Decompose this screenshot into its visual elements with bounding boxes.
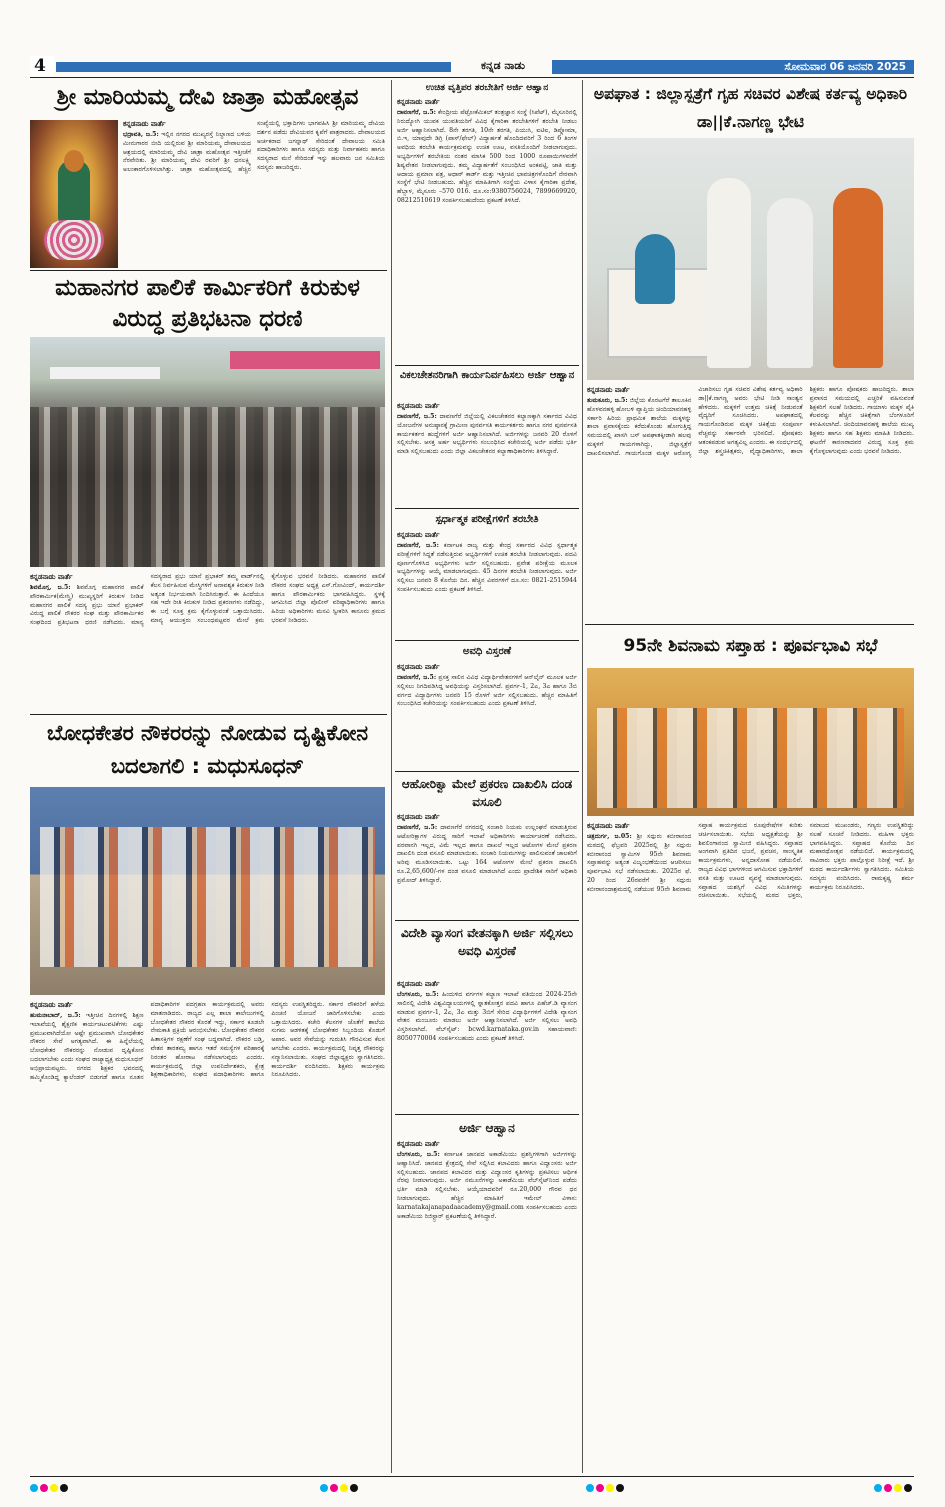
article-accident <box>587 80 914 620</box>
separator <box>395 365 579 366</box>
register-dot <box>904 1484 912 1492</box>
column-divider-2 <box>582 80 583 1473</box>
goddess-photo <box>30 120 118 268</box>
register-dot <box>40 1484 48 1492</box>
byline: ಕನ್ನಡನಾಡು ವಾರ್ತೆ <box>397 980 440 988</box>
register-dot <box>596 1484 604 1492</box>
headline: 95ನೇ ಶಿವನಾಮ ಸಪ್ತಾಹ : ಪೂರ್ವಭಾವಿ ಸಭೆ <box>623 636 878 656</box>
article-extension <box>397 643 577 769</box>
register-dot <box>60 1484 68 1492</box>
header-rule <box>30 77 914 78</box>
dateline: ದಾವಣಗೆರೆ, ಜ.5: <box>397 673 437 681</box>
article-body <box>397 813 577 918</box>
headline: ವಿದೇಶಿ ವ್ಯಾಸಂಗ ವೇತನಕ್ಕಾಗಿ ಅರ್ಜಿ ಸಲ್ಲಿಸಲು ಅವಧಿ ವಿಸ್ತರಣೆ <box>400 926 574 958</box>
dateline: ಬೆಂಗಳೂರು, ಜ.5: <box>397 1150 440 1158</box>
color-registration-marks <box>30 1482 914 1494</box>
page-number: 4 <box>34 56 46 76</box>
separator <box>395 640 579 641</box>
headline: ಮಹಾನಗರ ಪಾಲಿಕೆ ಕಾರ್ಮಿಕರಿಗೆ ಕಿರುಕುಳ ವಿರುದ್ಧ ಪ್ರತಿಭಟನಾ ಧರಣಿ <box>55 275 360 332</box>
page-number-box <box>30 56 54 76</box>
dateline: ಹುಮನಾಬಾದ್, ಜ.5: <box>30 1011 81 1019</box>
headline: ಶ್ರೀ ಮಾರಿಯಮ್ಮ ದೇವಿ ಜಾತ್ರಾ ಮಹೋತ್ಸವ <box>56 85 359 110</box>
register-dot <box>874 1484 882 1492</box>
register-dot <box>30 1484 38 1492</box>
body-text: ಇಲ್ಲಿನ ನಗರದ ಮುಖ್ಯರಸ್ತೆ ನಿಲ್ದಾಣದ ಬಳಿಯ ಮೀನುಗಾರರ ಬೀದಿ ಯಲ್ಲಿರುವ ಶ್ರೀ ಮಾರಿಯಮ್ಮ ದೇವಾಲಯದ ಆಶ್ರಯದಲ್ಲಿ ಮಾರಿಯಮ್ಮ ದೇವಿ ಜಾತ್ರಾ ಮಹೋತ್ಸವ ಇತ್ತೀಚೆಗೆ ನೆರವೇರಿತು. ಶ್ರೀ ಮಾರಿಯಮ್ಮ ದೇವಿ ರವರಿಗೆ ಶ್ರೀ ಧನಲಕ್ಷ್ಮಿ ಅಲಂಕಾರಗೊಳಿಸಲಾಗಿತ್ತು. ಜಾತ್ರಾ ಮಹೋತ್ಸವದಲ್ಲಿ ಹೆಚ್ಚಿನ ಸಂಖ್ಯೆಯಲ್ಲಿ ಭಕ್ತಾದಿಗಳು ಭಾಗವಹಿಸಿ ಶ್ರೀ ಮಾರಿಯಮ್ಮ ದೇವಿಯ ದರ್ಶನ ಪಡೆದು ದೇವಿಯವರ ಕೃಪೆಗೆ ಪಾತ್ರರಾದರು. ದೇವಾಲಯದ ಅರ್ಚಕರಾದ ಜಗನ್ನಾಥ್ ಸೇರಿದಂತೆ ದೇವಾಲಯ ಸಮಿತಿ ಪದಾಧಿಕಾರಿಗಳು ಹಾಗೂ ಸದಸ್ಯರು ಮತ್ತು ನಿರ್ವಾಹಕರು ಹಾಗೂ ಸದಸ್ಯರಾದ ಮನೆ ಸೇರಿದಂತೆ ಇನ್ನು ಹಲವಾರು ಜನ ಸಮಿತಿಯ ಸದಸ್ಯರು ಹಾಜರಿದ್ದರು. <box>123 120 385 174</box>
group-photo <box>30 787 385 995</box>
headline: ಅರ್ಜಿ ಆಹ್ವಾನ <box>459 1121 515 1135</box>
visitor <box>833 188 883 368</box>
byline: ಕನ್ನಡನಾಡು ವಾರ್ತೆ <box>30 573 73 581</box>
article-training <box>397 80 577 363</box>
article-saptaha <box>587 628 914 1473</box>
article-body <box>587 386 914 620</box>
dateline: ದಾವಣಗೆರೆ, ಜ.5: <box>397 823 438 831</box>
flower-garland <box>44 220 104 260</box>
byline: ಕನ್ನಡನಾಡು ವಾರ್ತೆ <box>123 120 166 128</box>
byline: ಕನ್ನಡನಾಡು ವಾರ್ತೆ <box>397 402 440 410</box>
register-dot <box>50 1484 58 1492</box>
body-text: ದಾವಣಗೆರೆ ನಗರದಲ್ಲಿ ಸಂಚಾರಿ ನಿಯಮ ಉಲ್ಲಂಘನೆ ಮಾಡುತ್ತಿರುವ ಆಟೋರಿಕ್ಷಾಗಳ ವಿರುದ್ಧ ಸಾರಿಗೆ ಇಲಾಖೆ ಅಧಿಕಾರಿಗಳು ಕಾರ್ಯಾಚರಣೆ ನಡೆಸಿದರು. ಪರವಾನಗಿ ಇಲ್ಲದ, ವಿಮೆ ಇಲ್ಲದ ಹಾಗೂ ದಾಖಲೆ ಇಲ್ಲದ ಆಟೋಗಳ ಮೇಲೆ ಪ್ರಕರಣ ದಾಖಲಿಸಿ ದಂಡ ವಸೂಲಿ ಮಾಡಲಾಯಿತು. ಸಂಚಾರಿ ನಿಯಮಗಳನ್ನು ಪಾಲಿಸುವಂತೆ ಚಾಲಕರಿಗೆ ಅರಿವು ಮೂಡಿಸಲಾಯಿತು. ಒಟ್ಟು 164 ಆಟೋಗಳ ಮೇಲೆ ಪ್ರಕರಣ ದಾಖಲಿಸಿ ರೂ.2,65,600/-ಗಳ ದಂಡ ವಸೂಲಿ ಮಾಡಲಾಗಿದೆ ಎಂದು ಪ್ರಾದೇಶಿಕ ಸಾರಿಗೆ ಅಧಿಕಾರಿ ಪ್ರಮೋದ್ ತಿಳಿಸಿದ್ದಾರೆ. <box>397 823 577 884</box>
body-text: ದಾವಣಗೆರೆ ಜಿಲ್ಲೆಯಲ್ಲಿ ವಿಕಲಚೇತನರ ಕಲ್ಯಾಣಕ್ಕಾಗಿ ಸರ್ಕಾರದ ವಿವಿಧ ಯೋಜನೆಗಳ ಅನುಷ್ಠಾನಕ್ಕೆ ಗ್ರಾಮೀಣ ಪುನರ್ವಸತಿ ಕಾರ್ಯಕರ್ತರು ಹಾಗೂ ನಗರ ಪುನರ್ವಸತಿ ಕಾರ್ಯಕರ್ತರ ಹುದ್ದೆಗಳಿಗೆ ಅರ್ಜಿ ಆಹ್ವಾನಿಸಲಾಗಿದೆ. ಅರ್ಜಿಗಳನ್ನು ಜನವರಿ 20 ರೊಳಗೆ ಸಲ್ಲಿಸಬೇಕು. ಆಸಕ್ತ ಅರ್ಹ ಅಭ್ಯರ್ಥಿಗಳು ಸಂಬಂಧಿಸಿದ ಕಚೇರಿಯಲ್ಲಿ ಅರ್ಜಿ ಪಡೆದು ಭರ್ತಿ ಮಾಡಿ ಸಲ್ಲಿಸಬಹುದು ಎಂದು ಜಿಲ್ಲಾ ವಿಕಲಚೇತನರ ಕಲ್ಯಾಣಾಧಿಕಾರಿಗಳು ತಿಳಿಸಿದ್ದಾರೆ. <box>397 412 577 456</box>
byline: ಕನ್ನಡನಾಡು ವಾರ್ತೆ <box>587 822 630 830</box>
headline: ಆಹೋರಿಕ್ವಾ ಮೇಲೆ ಪ್ರಕರಣ ದಾಖಲಿಸಿ ದಂಡ ವಸೂಲಿ <box>401 777 573 809</box>
body-text: ಇತ್ತೀಚಿನ ದಿನಗಳಲ್ಲಿ ಶಿಕ್ಷಣ ಇಲಾಖೆಯಲ್ಲಿ ಶೈಕ್ಷಣಿಕ ಕಾರ್ಯಚಟುವಟಿಕೆಗಳು ಎಷ್ಟು ಪ್ರಮುಖವಾಗಿದೆಯೋ ಅಷ್ಟೇ ಪ್ರಮುಖವಾಗಿ ಬೋಧಕೇತರ ನೌಕರರ ಸೇವೆ ಅಗತ್ಯವಾಗಿದೆ. ಈ ಹಿನ್ನೆಲೆಯಲ್ಲಿ ಬೋಧಕೇತರ ನೌಕರರನ್ನು ನೋಡುವ ದೃಷ್ಟಿಕೋನ ಬದಲಾಗಬೇಕು ಎಂದು ಸಂಘದ ರಾಜ್ಯಾಧ್ಯಕ್ಷ ಮಧುಸೂಧನ್ ಅಭಿಪ್ರಾಯಪಟ್ಟರು. ನಗರದ ಶಿಕ್ಷಕರ ಭವನದಲ್ಲಿ ಹಮ್ಮಿಕೊಂಡಿದ್ದ ಕ್ಯಾಲೆಂಡರ್ ಬಿಡುಗಡೆ ಹಾಗೂ ನೂತನ ಪದಾಧಿಕಾರಿಗಳ ಪದಗ್ರಹಣ ಕಾರ್ಯಕ್ರಮದಲ್ಲಿ ಅವರು ಮಾತನಾಡಿದರು. ರಾಜ್ಯದ ಎಲ್ಲ ಶಾಲಾ ಕಾಲೇಜುಗಳಲ್ಲಿ ಬೋಧಕೇತರ ನೌಕರರ ಕೊರತೆ ಇದ್ದು, ಸರ್ಕಾರ ಕೂಡಲೇ ನೇಮಕಾತಿ ಪ್ರಕ್ರಿಯೆ ಆರಂಭಿಸಬೇಕು. ಬೋಧಕೇತರ ನೌಕರರ ಹಿತಾಸಕ್ತಿಗಳ ರಕ್ಷಣೆಗೆ ಸಂಘ ಬದ್ಧವಾಗಿದೆ. ನೌಕರರ ಬಡ್ತಿ, ವೇತನ ತಾರತಮ್ಯ ಹಾಗೂ ಇತರೆ ಸಮಸ್ಯೆಗಳ ಪರಿಹಾರಕ್ಕೆ ನಿರಂತರ ಹೋರಾಟ ನಡೆಸಲಾಗುವುದು ಎಂದರು. ಕಾರ್ಯಕ್ರಮದಲ್ಲಿ ಜಿಲ್ಲಾ ಉಪನಿರ್ದೇಶಕರು, ಕ್ಷೇತ್ರ ಶಿಕ್ಷಣಾಧಿಕಾರಿಗಳು, ಸಂಘದ ಪದಾಧಿಕಾರಿಗಳು ಹಾಗೂ ಸದಸ್ಯರು ಉಪಸ್ಥಿತರಿದ್ದರು. ಸರ್ಕಾರ ನೌಕರರಿಗೆ ಹಳೆಯ ಪಿಂಚಣಿ ಯೋಜನೆ ಜಾರಿಗೊಳಿಸಬೇಕು ಎಂದು ಒತ್ತಾಯಿಸಿದರು. ಕಚೇರಿ ಕೆಲಸಗಳ ಜೊತೆಗೆ ಶಾಲೆಯ ಸುಗಮ ಆಡಳಿತಕ್ಕೆ ಬೋಧಕೇತರ ಸಿಬ್ಬಂದಿಯ ಕೊಡುಗೆ ಅಪಾರ. ಅವರ ಸೇವೆಯನ್ನು ಗುರುತಿಸಿ ಗೌರವಿಸುವ ಕೆಲಸ ಆಗಬೇಕು ಎಂದರು. ಕಾರ್ಯಕ್ರಮದಲ್ಲಿ ನಿವೃತ್ತ ನೌಕರರನ್ನು ಸನ್ಮಾನಿಸಲಾಯಿತು. ಸಂಘದ ಜಿಲ್ಲಾಧ್ಯಕ್ಷರು ಸ್ವಾಗತಿಸಿದರು. ಕಾರ್ಯದರ್ಶಿ ವಂದಿಸಿದರು. ಶಿಕ್ಷಕರು ಕಾರ್ಯಕ್ರಮ ನಿರೂಪಿಸಿದರು. <box>30 1001 385 1081</box>
body-text: ಶ್ರೀ ಸದ್ಗುರು ಕಬೀರಾನಂದ ಮಠದಲ್ಲಿ ಫೆಬ್ರವರಿ 2025ರಲ್ಲಿ ಶ್ರೀ ಸದ್ಗುರು ಕಬೀರಾನಂದ ಸ್ವಾಮಿಗಳ 95ನೇ ಶಿವನಾಮ ಸಪ್ತಾಹವನ್ನು ಅತ್ಯಂತ ವಿಜೃಂಭಣೆಯಿಂದ ಆಚರಿಸಲು ಪೂರ್ವಭಾವಿ ಸಭೆ ನಡೆಸಲಾಯಿತು. 2025ರ ಫೆ. 20 ರಿಂದ 26ರವರೆಗೆ ಶ್ರೀ ಸದ್ಗುರು ಕಬೀರಾನಂದಾಶ್ರಮದಲ್ಲಿ ನಡೆಯುವ 95ನೇ ಶಿವನಾಮ ಸಪ್ತಾಹ ಕಾರ್ಯಕ್ರಮದ ರೂಪುರೇಷೆಗಳ ಕುರಿತು ಚರ್ಚಿಸಲಾಯಿತು. ಸಭೆಯ ಅಧ್ಯಕ್ಷತೆಯನ್ನು ಶ್ರೀ ಶಿವಲಿಂಗಾನಂದ ಸ್ವಾಮೀಜಿ ವಹಿಸಿದ್ದರು. ಸಪ್ತಾಹದ ಅಂಗವಾಗಿ ಪ್ರತಿದಿನ ಭಜನೆ, ಪ್ರವಚನ, ಸಾಂಸ್ಕೃತಿಕ ಕಾರ್ಯಕ್ರಮಗಳು, ಅನ್ನದಾಸೋಹ ನಡೆಯಲಿವೆ. ರಾಜ್ಯದ ವಿವಿಧ ಭಾಗಗಳಿಂದ ಆಗಮಿಸುವ ಭಕ್ತಾದಿಗಳಿಗೆ ವಸತಿ ಮತ್ತು ಊಟದ ವ್ಯವಸ್ಥೆ ಮಾಡಲಾಗುವುದು. ಸಪ್ತಾಹದ ಯಶಸ್ಸಿಗೆ ವಿವಿಧ ಸಮಿತಿಗಳನ್ನು ರಚಿಸಲಾಯಿತು. ಸಭೆಯಲ್ಲಿ ಮಠದ ಭಕ್ತರು, ಸಮಾಜದ ಮುಖಂಡರು, ಗಣ್ಯರು ಉಪಸ್ಥಿತರಿದ್ದು ಸಲಹೆ ಸೂಚನೆ ನೀಡಿದರು. ಮಹಿಳಾ ಭಕ್ತರು ಭಾಗವಹಿಸಿದ್ದರು. ಸಪ್ತಾಹದ ಕೊನೆಯ ದಿನ ಮಹಾರಥೋತ್ಸವ ನಡೆಯಲಿದೆ. ಕಾರ್ಯಕ್ರಮದಲ್ಲಿ ಸಾವಿರಾರು ಭಕ್ತರು ಪಾಲ್ಗೊಳ್ಳುವ ನಿರೀಕ್ಷೆ ಇದೆ. ಶ್ರೀ ಮಠದ ಕಾರ್ಯದರ್ಶಿಗಳು ಸ್ವಾಗತಿಸಿದರು. ಸಮಿತಿಯ ಸದಸ್ಯರು ವಂದಿಸಿದರು. ರಾಮಕೃಷ್ಣ ಶರ್ಮ ಕಾರ್ಯಕ್ರಮ ನಿರೂಪಿಸಿದರು. <box>587 822 914 900</box>
separator <box>30 270 387 271</box>
crowd <box>30 407 385 567</box>
separator <box>395 1114 579 1115</box>
article-disabled <box>397 368 577 506</box>
register-dot <box>894 1484 902 1492</box>
article-jatra <box>30 80 385 268</box>
article-auto-fine <box>397 775 577 918</box>
protest-photo <box>30 337 385 567</box>
register-dot <box>340 1484 348 1492</box>
register-dot <box>330 1484 338 1492</box>
body-text: ಪ್ರಸಕ್ತ ಸಾಲಿನ ವಿವಿಧ ವಿದ್ಯಾರ್ಥಿವೇತನಗಳಿಗೆ ಆನ್‌ಲೈನ್ ಮೂಲಕ ಅರ್ಜಿ ಸಲ್ಲಿಸಲು ನಿಗದಿಪಡಿಸಿದ್ದ ಅವಧಿಯನ್ನು ವಿಸ್ತರಿಸಲಾಗಿದೆ. ಪ್ರವರ್ಗ-1, 2ಎ, 3ಎ ಹಾಗೂ 3ಬಿ ವರ್ಗದ ವಿದ್ಯಾರ್ಥಿಗಳು ಜನವರಿ 15 ರೊಳಗೆ ಅರ್ಜಿ ಸಲ್ಲಿಸಬಹುದು. ಹೆಚ್ಚಿನ ಮಾಹಿತಿಗೆ ಸಂಬಂಧಿಸಿದ ಕಚೇರಿಯನ್ನು ಸಂಪರ್ಕಿಸಬಹುದು ಎಂದು ಪ್ರಕಟಣೆ ತಿಳಿಸಿದೆ. <box>397 673 577 708</box>
article-body <box>397 531 577 638</box>
idol-face <box>64 150 84 172</box>
byline: ಕನ್ನಡನಾಡು ವಾರ್ತೆ <box>397 531 440 539</box>
dateline: ಚಿತ್ರದುರ್ಗ, ಜ.05: <box>587 832 632 840</box>
dateline: ದಾವಣಗೆರೆ, ಜ.5: <box>397 541 439 549</box>
article-body <box>30 573 385 711</box>
dateline: ದಾವಣಗೆರೆ, ಜ.5: <box>397 412 437 420</box>
body-text: ಹಿಂದುಳಿದ ವರ್ಗಗಳ ಕಲ್ಯಾಣ ಇಲಾಖೆ ವತಿಯಿಂದ 2024-25ನೇ ಸಾಲಿನಲ್ಲಿ ವಿದೇಶಿ ವಿಶ್ವವಿದ್ಯಾಲಯಗಳಲ್ಲಿ ಸ್ನಾತಕೋತ್ತರ ಪದವಿ ಹಾಗೂ ಪಿಹೆಚ್.ಡಿ ವ್ಯಾಸಂಗ ಮಾಡುವ ಪ್ರವರ್ಗ-1, 2ಎ, 3ಎ ಮತ್ತು 3ಬಿಗೆ ಸೇರಿದ ವಿದ್ಯಾರ್ಥಿಗಳಿಗೆ ವಿದೇಶಿ ವ್ಯಾಸಂಗ ವೇತನ ಮಂಜೂರು ಮಾಡಲು ಅರ್ಜಿ ಆಹ್ವಾನಿಸಲಾಗಿದೆ. ಅರ್ಜಿ ಸಲ್ಲಿಸಲು ಅವಧಿ ವಿಸ್ತರಿಸಲಾಗಿದೆ. ವೆಬ್‌ಸೈಟ್: bcwd.karnataka.gov.in ಸಹಾಯವಾಣಿ: 8050770004 ಸಂಪರ್ಕಿಸಬಹುದು ಎಂದು ಪ್ರಕಟಣೆ ತಿಳಿಸಿದೆ. <box>397 990 577 1042</box>
article-application <box>397 1118 577 1473</box>
register-dot <box>350 1484 358 1492</box>
article-body <box>30 1001 385 1473</box>
header-bar-left <box>56 62 451 72</box>
article-body <box>397 980 577 1112</box>
dateline: ದಾವಣಗೆರೆ, ಜ.5: <box>397 108 436 116</box>
banner <box>230 351 380 369</box>
register-dot <box>606 1484 614 1492</box>
body-text: ಕೇಂದ್ರೀಯ ಪೆಟ್ರೋಕೆಮಿಕಲ್ ತಂತ್ರಜ್ಞಾನ ಸಂಸ್ಥೆ (ಸಿಪೆಟ್), ಮೈಸೂರಿನಲ್ಲಿ ನಿರುದ್ಯೋಗಿ ಯುವಕ ಯುವತಿಯರಿಗೆ ವಿವಿಧ ಕೈಗಾರಿಕಾ ತರಬೇತಿಗಳಿಗೆ ತರಬೇತಿ ನೀಡಲು ಅರ್ಜಿ ಆಹ್ವಾನಿಸಲಾಗಿದೆ. 8ನೇ ತರಗತಿ, 10ನೇ ತರಗತಿ, ಪಿಯುಸಿ, ಐಟಿಐ, ಡಿಪ್ಲೋಮಾ, ಬಿ.ಇ, ಯಾವುದೇ ಡಿಗ್ರಿ (ಪಾಸ್/ಫೇಲ್) ವಿದ್ಯಾರ್ಹತೆ ಹೊಂದಿದವರಿಗೆ 3 ರಿಂದ 6 ತಿಂಗಳ ಅವಧಿಯ ತರಬೇತಿ ಕಾರ್ಯಕ್ರಮವನ್ನು ಉಚಿತ ಊಟ, ವಸತಿಯೊಂದಿಗೆ ನೀಡಲಾಗುವುದು. ಅಭ್ಯರ್ಥಿಗಳಿಗೆ ತರಬೇತಿಯ ನಂತರ ಮಾಸಿಕ 500 ರಿಂದ 1000 ರೂಪಾಯಿಗಳವರೆಗೆ ಶಿಷ್ಯವೇತನ ನೀಡಲಾಗುವುದು. ತಮ್ಮ ವಿದ್ಯಾರ್ಹತೆಗೆ ಸಂಬಂಧಿಸಿದ ಅಂಕಪಟ್ಟಿ, ಜಾತಿ ಮತ್ತು ಆದಾಯ ಪ್ರಮಾಣ ಪತ್ರ, ಆಧಾರ್ ಕಾರ್ಡ್ ಮತ್ತು ಇತ್ತೀಚಿನ ಭಾವಚಿತ್ರಗಳೊಂದಿಗೆ ನೇರವಾಗಿ ಸಂಸ್ಥೆಗೆ ಭೇಟಿ ನೀಡಬಹುದು. ಹೆಚ್ಚಿನ ಮಾಹಿತಿಗಾಗಿ ಸಂಸ್ಥೆಯ ವಿಳಾಸ ಕೈಗಾರಿಕಾ ಪ್ರದೇಶ, ಹೆಬ್ಬಾಳ, ಮೈಸೂರು –570 016. ದೂ.ಸಂ:9380756024, 7899669920, 08212510619 ಸಂಪರ್ಕಿಸಬಹುದೆಂದು ಪ್ರಕಟಣೆ ತಿಳಿಸಿದೆ. <box>397 108 577 204</box>
article-non-teaching <box>30 717 385 1473</box>
article-competitive <box>397 511 577 638</box>
footer-rule <box>30 1476 914 1477</box>
article-foreign-study <box>397 924 577 1112</box>
issue-date: ಸೋಮವಾರ 06 ಜನವರಿ 2025 <box>784 61 906 73</box>
register-dot <box>616 1484 624 1492</box>
byline: ಕನ್ನಡನಾಡು ವಾರ್ತೆ <box>397 663 440 671</box>
body-text: ಶಿವಮೊಗ್ಗ ಮಹಾನಗರ ಪಾಲಿಕೆ ಪೌರಕಾರ್ಮಿಕ(ಮೇಸ್ತ್ರಿ) ಮುಖ್ಯಸ್ಥರಿಗೆ ಕಿರುಕುಳ ನೀಡಿದ ಮಹಾನಗರ ಪಾಲಿಕೆ ಸದಸ್ಯ ಪ್ರಭು ಯಾನೆ ಪ್ರಭಾಕರ್ ವಿರುದ್ಧ ಪಾಲಿಕೆ ನೌಕರರ ಸಂಘ ಮತ್ತು ಪೌರಕಾರ್ಮಿಕರ ಸಂಘದಿಂದ ಪ್ರತಿಭಟನಾ ಧರಣಿ ನಡೆಸಿದರು. ಮಾನ್ಯ ಸದಸ್ಯರಾದ ಪ್ರಭು ಯಾನೆ ಪ್ರಭಾಕರ್ ತಮ್ಮ ವಾರ್ಡ್‌ನಲ್ಲಿ ಕೆಲಸ ನಿರ್ವಹಿಸುವ ಮೇಸ್ತ್ರಿಗಳಿಗೆ ಅನಾವಶ್ಯಕ ಕಿರುಕುಳ ನೀಡಿ ಅತ್ಯಂತ ನಿರ್ಭಯವಾಗಿ ನಿಂದಿಸಿರುತ್ತಾರೆ. ಈ ಹಿಂದೆಯೂ ಸಹ ಇದೇ ರೀತಿ ಕಿರುಕುಳ ನೀಡಿದ ಪ್ರಕರಣಗಳು ನಡೆದಿದ್ದು, ಈ ಬಗ್ಗೆ ಸೂಕ್ತ ಕ್ರಮ ಕೈಗೊಳ್ಳುವಂತೆ ಒತ್ತಾಯಿಸಿದರು. ಮಾನ್ಯ ಆಯುಕ್ತರು ಸಂಬಂಧಪಟ್ಟವರ ಮೇಲೆ ಕ್ರಮ ಕೈಗೊಳ್ಳುವ ಭರವಸೆ ನೀಡಿದರು. ಮಹಾನಗರ ಪಾಲಿಕೆ ನೌಕರರ ಸಂಘದ ಅಧ್ಯಕ್ಷ ಎಸ್.ಗೋವಿಂದ್, ಕಾರ್ಯದರ್ಶಿ ಹಾಗೂ ಪೌರಕಾರ್ಮಿಕರು ಭಾಗವಹಿಸಿದ್ದರು. ಸ್ಥಳಕ್ಕೆ ಆಗಮಿಸಿದ ಜಿಲ್ಲಾ ಪೊಲೀಸ್ ವರಿಷ್ಠಾಧಿಕಾರಿಗಳು ಹಾಗೂ ಹಿರಿಯ ಅಧಿಕಾರಿಗಳು ಮನವಿ ಸ್ವೀಕರಿಸಿ ಕಾನೂನು ಕ್ರಮದ ಭರವಸೆ ನೀಡಿದರು. <box>30 573 385 627</box>
headline: ಅಪಘಾತ : ಜಿಲ್ಲಾಸ್ಪತ್ರೆಗೆ ಗೃಹ ಸಚಿವರ ವಿಶೇಷ ಕರ್ತವ್ಯ ಅಧಿಕಾರಿ ಡಾ||ಕೆ.ನಾಗಣ್ಣ ಭೇಟಿ <box>593 85 908 131</box>
visitor <box>707 178 751 368</box>
separator <box>395 508 579 509</box>
body-text: ಕರ್ನಾಟಕ ಜಾನಪದ ಅಕಾಡೆಮಿಯು ಪ್ರಶಸ್ತಿಗಳಿಗಾಗಿ ಅರ್ಜಿಗಳನ್ನು ಆಹ್ವಾನಿಸಿದೆ. ಜಾನಪದ ಕ್ಷೇತ್ರದಲ್ಲಿ ಸೇವೆ ಸಲ್ಲಿಸಿದ ಕಲಾವಿದರು ಹಾಗೂ ವಿದ್ವಾಂಸರು ಅರ್ಜಿ ಸಲ್ಲಿಸಬಹುದು. ಜಾನಪದ ಕಲಾವಿದರ ಮತ್ತು ವಿದ್ವಾಂಸರ ಕೃತಿಗಳನ್ನು ಪ್ರಕಟಿಸಲು ಆರ್ಥಿಕ ನೆರವು ನೀಡಲಾಗುವುದು. ಅರ್ಜಿ ನಮೂನೆಗಳನ್ನು ಅಕಾಡೆಮಿಯ ವೆಬ್‌ಸೈಟ್‌ನಿಂದ ಪಡೆದು ಭರ್ತಿ ಮಾಡಿ ಸಲ್ಲಿಸಬೇಕು. ಆಯ್ಕೆಯಾದವರಿಗೆ ರೂ.20,000 ಗೌರವ ಧನ ನೀಡಲಾಗುವುದು. ಹೆಚ್ಚಿನ ಮಾಹಿತಿಗೆ ಇಮೇಲ್ ವಿಳಾಸ: karnatakajanapadaacademy@gmail.com ಸಂಪರ್ಕಿಸಬಹುದು ಎಂದು ಅಕಾಡೆಮಿಯ ರಿಜಿಸ್ಟ್ರಾರ್ ಪ್ರಕಟಣೆಯಲ್ಲಿ ತಿಳಿಸಿದ್ದಾರೆ. <box>397 1150 577 1220</box>
dateline: ಬೆಂಗಳೂರು, ಜ.5: <box>397 990 439 998</box>
headline: ಸ್ಪರ್ಧಾತ್ಮಕ ಪರೀಕ್ಷೆಗಳಿಗೆ ತರಬೇತಿ <box>435 514 539 525</box>
article-protest <box>30 273 385 711</box>
separator <box>395 920 579 921</box>
patient <box>635 234 675 304</box>
separator <box>585 624 914 625</box>
article-body <box>397 402 577 506</box>
byline: ಕನ್ನಡನಾಡು ವಾರ್ತೆ <box>587 386 630 394</box>
headline: ಅವಧಿ ವಿಸ್ತರಣೆ <box>462 646 512 657</box>
headline: ಉಚಿತ ವೃತ್ತಿಪರ ತರಬೇತಿಗೆ ಅರ್ಜಿ ಆಹ್ವಾನ <box>425 83 549 93</box>
meeting-photo <box>587 668 914 816</box>
byline: ಕನ್ನಡನಾಡು ವಾರ್ತೆ <box>397 1140 440 1148</box>
byline: ಕನ್ನಡನಾಡು ವಾರ್ತೆ <box>397 813 440 821</box>
article-body <box>587 822 914 1473</box>
separator <box>395 771 579 772</box>
body-text: ಕರ್ನಾಟಕ ರಾಜ್ಯ ಮತ್ತು ಕೇಂದ್ರ ಸರ್ಕಾರದ ವಿವಿಧ ಸ್ಪರ್ಧಾತ್ಮಕ ಪರೀಕ್ಷೆಗಳಿಗೆ ಸಿದ್ಧತೆ ನಡೆಸುತ್ತಿರುವ ಅಭ್ಯರ್ಥಿಗಳಿಗೆ ಉಚಿತ ತರಬೇತಿ ನೀಡಲಾಗುವುದು. ಪದವಿ ಪೂರ್ಣಗೊಳಿಸಿದ ಅಭ್ಯರ್ಥಿಗಳು ಅರ್ಜಿ ಸಲ್ಲಿಸಬಹುದು. ಪ್ರವೇಶ ಪರೀಕ್ಷೆಯ ಮೂಲಕ ಅಭ್ಯರ್ಥಿಗಳನ್ನು ಆಯ್ಕೆ ಮಾಡಲಾಗುವುದು. 45 ದಿನಗಳ ತರಬೇತಿ ನೀಡಲಾಗುವುದು. ಅರ್ಜಿ ಸಲ್ಲಿಸಲು ಜನವರಿ 8 ಕೊನೆಯ ದಿನ. ಹೆಚ್ಚಿನ ವಿವರಗಳಿಗೆ ದೂ.ಸಂ: 0821-2515944 ಸಂಪರ್ಕಿಸಬಹುದು ಎಂದು ಪ್ರಕಟಣೆ ತಿಳಿಸಿದೆ. <box>397 541 577 593</box>
visitor <box>767 198 813 368</box>
header-bar-right <box>552 60 914 74</box>
masthead: ಕನ್ನಡ ನಾಡು <box>481 59 525 72</box>
banner <box>50 367 160 379</box>
column-divider-1 <box>391 80 392 1473</box>
people-row <box>40 827 375 967</box>
separator <box>30 714 387 715</box>
byline: ಕನ್ನಡನಾಡು ವಾರ್ತೆ <box>397 98 440 106</box>
headline: ವಿಕಲಚೇತನರಿಗಾಗಿ ಕಾರ್ಯನಿರ್ವಹಿಸಲು ಅರ್ಜಿ ಆಹ್ವಾನ <box>399 370 575 381</box>
headline: ಬೋಧಕೇತರ ನೌಕರರನ್ನು ನೋಡುವ ದೃಷ್ಟಿಕೋನ ಬದಲಾಗಲಿ : ಮಧುಸೂಧನ್ <box>46 721 369 778</box>
dateline: ಭದ್ರಾವತಿ, ಜ.5: <box>123 130 159 138</box>
register-dot <box>586 1484 594 1492</box>
hospital-photo <box>587 138 914 380</box>
register-dot <box>320 1484 328 1492</box>
article-body <box>123 120 385 268</box>
article-body <box>397 98 577 363</box>
byline: ಕನ್ನಡನಾಡು ವಾರ್ತೆ <box>30 1001 73 1009</box>
body-text: ಜಿಲ್ಲೆಯ ಕೊರಟಗೆರೆ ತಾಲೂಕಿನ ಹೊಳವನಹಳ್ಳಿ ಹೋಬಳಿ ವ್ಯಾಪ್ತಿಯ ಚಿಂದಿಯಾವನಹಳ್ಳಿ ಸರ್ಕಾರಿ ಹಿರಿಯ ಪ್ರಾಥಮಿಕ ಶಾಲೆಯ ಮಕ್ಕಳನ್ನು ಶಾಲಾ ಪ್ರವಾಸಕ್ಕೆಂದು ಕರೆದುಕೊಂಡು ಹೋಗುತ್ತಿದ್ದ ಸಮಯದಲ್ಲಿ ಖಾಸಗಿ ಬಸ್ ಅಪಘಾತಕ್ಕೀಡಾಗಿ ಹಲವು ಮಕ್ಕಳಿಗೆ ಗಾಯಗಳಾಗಿದ್ದು, ಜಿಲ್ಲಾಸ್ಪತ್ರೆಗೆ ದಾಖಲಿಸಲಾಗಿದೆ. ಗಾಯಗೊಂಡ ಮಕ್ಕಳ ಆರೋಗ್ಯ ವಿಚಾರಿಸಲು ಗೃಹ ಸಚಿವರ ವಿಶೇಷ ಕರ್ತವ್ಯ ಅಧಿಕಾರಿ ಡಾ||ಕೆ.ನಾಗಣ್ಣ ಅವರು ಭೇಟಿ ನೀಡಿ ಸಾಂತ್ವನ ಹೇಳಿದರು. ಮಕ್ಕಳಿಗೆ ಉತ್ತಮ ಚಿಕಿತ್ಸೆ ನೀಡುವಂತೆ ವೈದ್ಯರಿಗೆ ಸೂಚಿಸಿದರು. ಅಪಘಾತದಲ್ಲಿ ಗಾಯಗೊಂಡಿರುವ ಮಕ್ಕಳ ಚಿಕಿತ್ಸೆಯ ಸಂಪೂರ್ಣ ವೆಚ್ಚವನ್ನು ಸರ್ಕಾರವೇ ಭರಿಸಲಿದೆ. ಪೋಷಕರು ಆತಂಕಪಡುವ ಅಗತ್ಯವಿಲ್ಲ ಎಂದರು. ಈ ಸಂದರ್ಭದಲ್ಲಿ ಜಿಲ್ಲಾ ಶಸ್ತ್ರಚಿಕಿತ್ಸಕರು, ವೈದ್ಯಾಧಿಕಾರಿಗಳು, ಶಾಲಾ ಶಿಕ್ಷಕರು ಹಾಗೂ ಪೋಷಕರು ಹಾಜರಿದ್ದರು. ಶಾಲಾ ಪ್ರವಾಸದ ಸಮಯದಲ್ಲಿ ಎಚ್ಚರಿಕೆ ವಹಿಸುವಂತೆ ಶಿಕ್ಷಕರಿಗೆ ಸಲಹೆ ನೀಡಿದರು. ಗಾಯಾಳು ಮಕ್ಕಳ ಪೈಕಿ ಕೆಲವರನ್ನು ಹೆಚ್ಚಿನ ಚಿಕಿತ್ಸೆಗಾಗಿ ಬೆಂಗಳೂರಿಗೆ ಕಳುಹಿಸಲಾಗಿದೆ. ಚಿಂದಿಯಾವನಹಳ್ಳಿ ಶಾಲೆಯ ಮುಖ್ಯ ಶಿಕ್ಷಕರು ಹಾಗೂ ಸಹ ಶಿಕ್ಷಕರು ಮಾಹಿತಿ ನೀಡಿದರು. ಘಟನೆಗೆ ಕಾರಣರಾದವರ ವಿರುದ್ಧ ಸೂಕ್ತ ಕ್ರಮ ಕೈಗೊಳ್ಳಲಾಗುವುದು ಎಂದು ಭರವಸೆ ನೀಡಿದರು. <box>587 386 914 457</box>
article-body <box>397 1140 577 1473</box>
register-dot <box>884 1484 892 1492</box>
article-body <box>397 663 577 769</box>
dateline: ತುಮಕೂರು, ಜ.5: <box>587 396 628 404</box>
page-header <box>30 56 914 76</box>
attendees-row <box>597 708 904 808</box>
dateline: ಶಿವಮೊಗ್ಗ, ಜ.5: <box>30 583 71 591</box>
